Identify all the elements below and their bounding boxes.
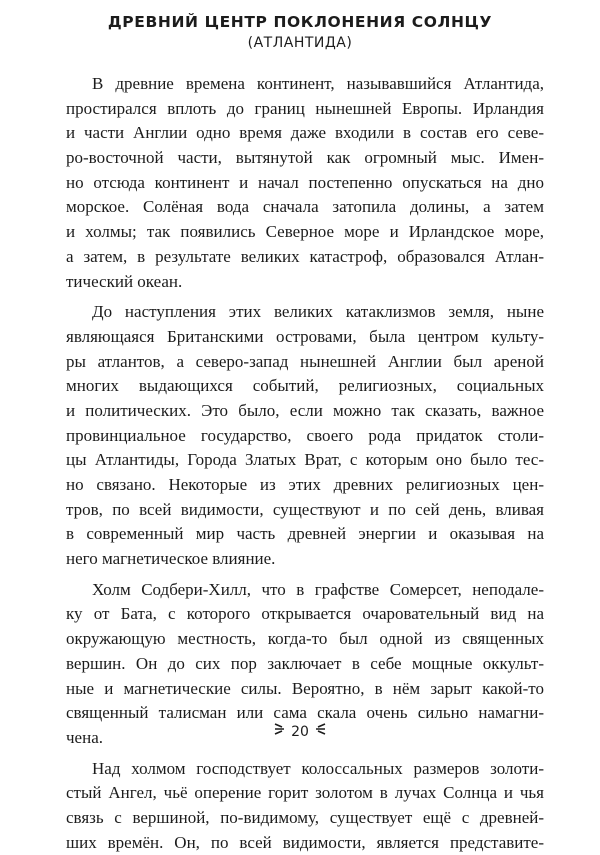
chapter-heading bbox=[0, 12, 600, 54]
text-line: связь с вершиной, по-видимому, существует ещё с древней- bbox=[66, 807, 544, 827]
page-number: 20 bbox=[291, 724, 309, 740]
ornament-left-icon bbox=[273, 722, 287, 742]
text-line: в современный мир часть древней энергии и оказывая на bbox=[66, 524, 544, 544]
text-line: ро-восточной части, вытянутой как огромный мыс. Имен- bbox=[66, 148, 544, 168]
paragraph bbox=[66, 757, 544, 855]
text-line: простирался вплоть до границ нынешней Европы. Ирландия bbox=[66, 98, 544, 118]
text-line: стый Ангел, чьё оперение горит золотом в лучах Солнца и чья bbox=[66, 783, 544, 803]
text-line: цы Атлантиды, Города Златых Врат, с которым оно было тес- bbox=[66, 450, 544, 470]
chapter-subtitle: (АТЛАНТИДА) bbox=[247, 35, 353, 51]
text-line: многих выдающихся событий, религиозных, социальных bbox=[66, 376, 544, 396]
text-line: и части Англии одно время даже входили в состав его севе- bbox=[66, 123, 544, 143]
text-line: тров, по всей видимости, существуют и по сей день, вливая bbox=[66, 499, 544, 519]
text-line: него магнетическое влияние. bbox=[66, 549, 276, 569]
text-line: провинциальное государство, своего рода придаток столи- bbox=[66, 425, 544, 445]
text-line: тический океан. bbox=[66, 271, 183, 291]
text-line: До наступления этих великих катаклизмов земля, ныне bbox=[92, 302, 544, 322]
text-line: и политических. Это было, если можно так сказать, важное bbox=[66, 400, 544, 420]
chapter-title: ДРЕВНИЙ ЦЕНТР ПОКЛОНЕНИЯ СОЛНЦУ bbox=[107, 13, 493, 31]
text-line: В древние времена континент, называвшийся Атлантида, bbox=[92, 74, 544, 93]
text-line: являющаяся Британскими островами, была центром культу- bbox=[66, 326, 544, 346]
text-line: Над холмом господствует колоссальных размеров золоти- bbox=[92, 758, 544, 778]
text-line: Холм Содбери-Хилл, что в графстве Сомерсет, неподале- bbox=[92, 579, 544, 599]
text-line: священный талисман или сама скала очень сильно намагни- bbox=[66, 703, 544, 723]
text-line: ры атлантов, а северо-запад нынешней Англии был ареной bbox=[66, 351, 544, 371]
text-line: вершин. Он до сих пор заключает в себе мощные оккульт- bbox=[66, 653, 544, 673]
text-line: но отсюда континент и начал постепенно опускаться на дно bbox=[66, 172, 544, 192]
text-line: но связано. Некоторые из этих древних религиозных цен- bbox=[66, 475, 544, 494]
text-line: и холмы; так появились Северное море и Ирландское море, bbox=[66, 222, 544, 242]
text-line: окружающую местность, когда-то был одной из священных bbox=[66, 629, 544, 649]
text-line: морское. Солёная вода сначала затопила долины, а затем bbox=[66, 197, 544, 217]
paragraph bbox=[66, 72, 544, 294]
text-line: ку от Бата, с которого открывается очаровательный вид на bbox=[66, 604, 544, 624]
text-line: ные и магнетические силы. Вероятно, в нём зарыт какой-то bbox=[66, 678, 544, 698]
paragraph bbox=[66, 300, 544, 572]
text-line: а затем, в результате великих катастроф, образовался Атлан- bbox=[66, 246, 544, 266]
page-footer bbox=[0, 722, 600, 742]
text-line: ших времён. Он, по всей видимости, является представите- bbox=[66, 832, 544, 852]
ornament-right-icon bbox=[313, 722, 327, 742]
text-line: чена. bbox=[66, 727, 103, 747]
